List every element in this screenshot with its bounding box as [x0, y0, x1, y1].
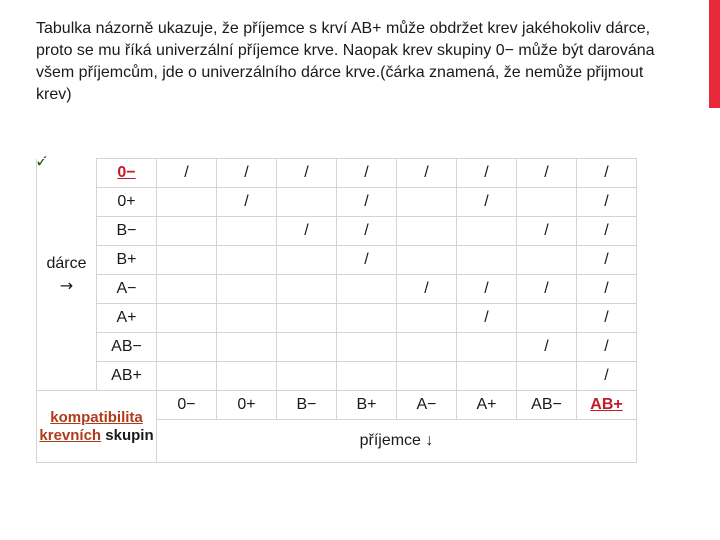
table-row — [37, 159, 637, 188]
intro-paragraph: Tabulka názorně ukazuje, že příjemce s krví AB+ může obdržet krev jakéhokoliv dárce, proto se mu říká univerzální příjemce krve. Naopak krev skupiny 0− může být darována všem příjemcům, jde o univerzálního dárce krve.(čárka znamená, že nemůže přijmout krev) — [36, 20, 655, 103]
recipient-group-label: 0− — [177, 396, 196, 413]
donor-group-label: AB+ — [111, 367, 142, 384]
recipient-group-label: AB+ — [590, 396, 623, 413]
compat-mark-cell — [277, 246, 337, 275]
donor-group-label: A+ — [116, 309, 137, 326]
donor-group-label: 0+ — [117, 193, 136, 210]
compat-mark-cell — [277, 333, 337, 362]
recipient-group-cell — [217, 391, 277, 420]
compat-mark-cell — [157, 304, 217, 333]
compat-mark-cell: / — [457, 304, 517, 333]
donor-group-label: AB− — [111, 338, 142, 355]
compat-mark-cell: / — [457, 159, 517, 188]
recipient-group-label: A+ — [476, 396, 497, 413]
compat-mark-cell — [157, 188, 217, 217]
compat-link[interactable]: kompatibilita krevních — [39, 408, 143, 444]
recipient-group-cell — [157, 391, 217, 420]
compat-mark-cell — [457, 217, 517, 246]
compat-mark-cell — [337, 275, 397, 304]
compat-mark-cell: / — [517, 275, 577, 304]
compat-mark-cell: / — [157, 159, 217, 188]
compat-mark-cell: / — [337, 217, 397, 246]
recipient-group-label: AB− — [531, 396, 562, 413]
compat-mark-cell: / — [457, 275, 517, 304]
recipient-group-cell — [517, 391, 577, 420]
compat-mark-cell: / — [397, 159, 457, 188]
table-row — [37, 188, 637, 217]
compat-mark-cell: / — [517, 159, 577, 188]
compat-mark-cell — [517, 246, 577, 275]
donor-group-cell — [97, 159, 157, 188]
recipient-row — [37, 391, 637, 420]
compatibility-table — [36, 158, 637, 463]
compat-mark-cell — [337, 362, 397, 391]
donor-group-cell — [97, 217, 157, 246]
table-row — [37, 304, 637, 333]
compat-mark-cell — [157, 333, 217, 362]
compat-mark-cell: / — [517, 333, 577, 362]
compat-mark-cell: / — [457, 188, 517, 217]
donor-group-label: B+ — [116, 251, 137, 268]
compat-mark-cell — [277, 304, 337, 333]
donor-group-label: 0− — [117, 164, 136, 181]
compat-mark-cell: / — [277, 159, 337, 188]
compat-mark-cell — [457, 246, 517, 275]
table-row — [37, 275, 637, 304]
recipient-group-cell — [577, 391, 637, 420]
compat-mark-cell: / — [577, 333, 637, 362]
donor-group-cell — [97, 362, 157, 391]
donor-group-label: B− — [116, 222, 137, 239]
compat-mark-cell — [217, 217, 277, 246]
compat-mark-cell: / — [577, 304, 637, 333]
compat-mark-cell — [217, 275, 277, 304]
compat-mark-cell: / — [397, 275, 457, 304]
recipient-group-cell — [457, 391, 517, 420]
compat-mark-cell — [157, 275, 217, 304]
compat-mark-cell: / — [337, 246, 397, 275]
compat-mark-cell: / — [337, 188, 397, 217]
compat-mark-cell: / — [577, 362, 637, 391]
compat-mark-cell — [217, 362, 277, 391]
compat-mark-cell — [397, 333, 457, 362]
compat-mark-cell — [277, 275, 337, 304]
compat-mark-cell: / — [277, 217, 337, 246]
accent-bar — [709, 0, 720, 108]
compat-mark-cell — [337, 333, 397, 362]
compat-mark-cell — [397, 217, 457, 246]
donor-header-cell — [37, 159, 97, 391]
compat-mark-cell: / — [577, 188, 637, 217]
table-row — [37, 246, 637, 275]
compat-mark-cell — [157, 362, 217, 391]
compat-caption-cell — [37, 391, 157, 463]
table-row — [37, 217, 637, 246]
donor-group-cell — [97, 304, 157, 333]
donor-group-cell — [97, 188, 157, 217]
arrow-right-icon: → — [59, 275, 74, 295]
compat-mark-cell — [337, 304, 397, 333]
compat-mark-cell — [277, 362, 337, 391]
recipient-group-cell — [397, 391, 457, 420]
compat-caption — [39, 409, 153, 444]
recipient-group-cell — [337, 391, 397, 420]
compat-mark-cell — [217, 304, 277, 333]
donor-group-cell — [97, 246, 157, 275]
compat-mark-cell — [217, 246, 277, 275]
recipient-group-label: B+ — [356, 396, 377, 413]
compat-mark-cell: / — [517, 217, 577, 246]
recipient-group-label: 0+ — [237, 396, 256, 413]
compat-mark-cell: / — [217, 188, 277, 217]
compat-mark-cell: / — [577, 217, 637, 246]
compat-mark-cell — [517, 304, 577, 333]
table-row — [37, 362, 637, 391]
compat-mark-cell: / — [577, 246, 637, 275]
donor-group-cell — [97, 275, 157, 304]
compat-mark-cell — [397, 246, 457, 275]
compat-mark-cell: / — [217, 159, 277, 188]
compat-mark-cell — [457, 333, 517, 362]
compat-mark-cell — [517, 188, 577, 217]
recipient-group-label: A− — [416, 396, 437, 413]
recipient-group-label: B− — [296, 396, 317, 413]
compat-mark-cell — [397, 304, 457, 333]
compat-mark-cell — [517, 362, 577, 391]
compat-mark-cell — [397, 362, 457, 391]
check-icon: ✓ — [35, 152, 50, 172]
compat-mark-cell — [397, 188, 457, 217]
compat-mark-cell — [277, 188, 337, 217]
table-row — [37, 333, 637, 362]
compat-mark-cell — [157, 246, 217, 275]
donor-group-cell — [97, 333, 157, 362]
compat-mark-cell — [217, 333, 277, 362]
compat-mark-cell: / — [577, 275, 637, 304]
donor-group-label: A− — [116, 280, 137, 297]
compat-mark-cell — [457, 362, 517, 391]
compat-mark-cell: / — [577, 159, 637, 188]
compat-mark-cell — [157, 217, 217, 246]
compat-mark-cell: / — [337, 159, 397, 188]
compat-suffix: skupin — [101, 426, 154, 444]
recipient-label-cell: příjemce ↓ — [157, 420, 637, 463]
donor-label: dárce — [46, 254, 87, 272]
recipient-group-cell — [277, 391, 337, 420]
